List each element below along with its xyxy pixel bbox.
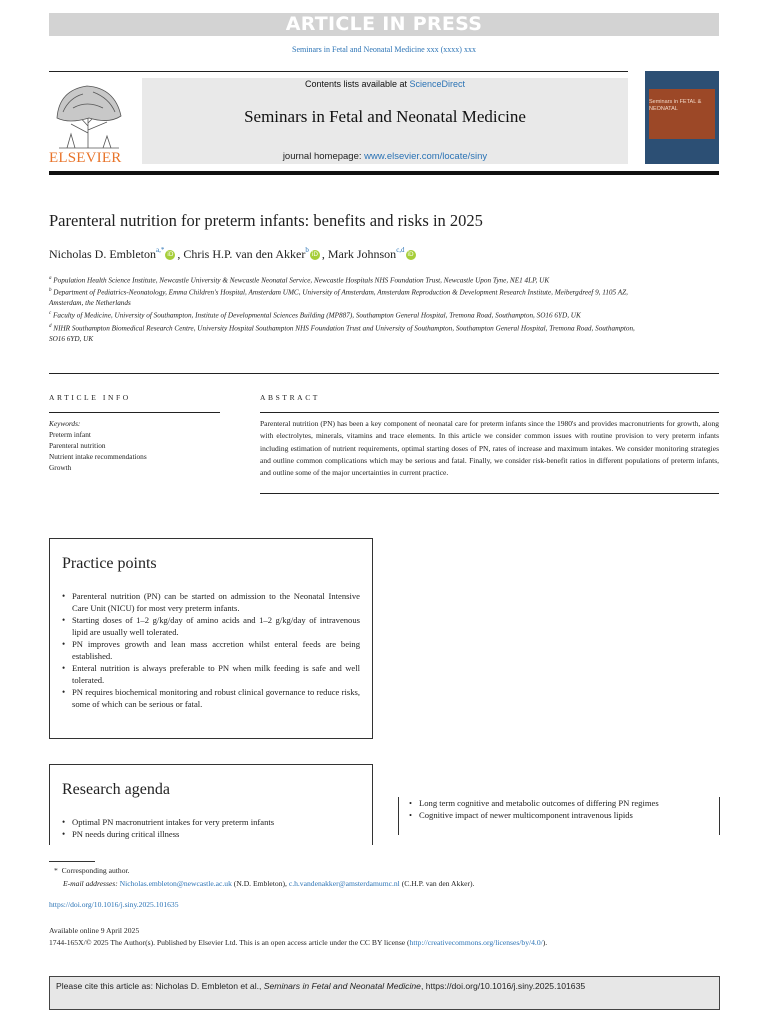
section-divider bbox=[49, 373, 719, 374]
list-item: • Parenteral nutrition (PN) can be started on admission to the Neonatal Intensive Care Unit (NICU) for most very preterm infants. bbox=[62, 590, 360, 614]
email-link-embleton[interactable]: Nicholas.embleton@newcastle.ac.uk bbox=[119, 879, 232, 888]
citation-text bbox=[56, 981, 585, 991]
keywords-label: Keywords: bbox=[49, 419, 81, 428]
keyword: Preterm infant bbox=[49, 430, 91, 439]
affil-text: Faculty of Medicine, University of Southampton, Institute of Developmental Sciences Building (MP887), Southampton General Hospital, Tremona Road, Southampton, SO16 6YD, UK bbox=[53, 311, 581, 320]
research-agenda-box bbox=[49, 764, 373, 845]
citation-box bbox=[49, 976, 720, 1010]
list-item: • Enteral nutrition is always preferable to PN when milk feeding is safe and well tolerated. bbox=[62, 662, 360, 686]
author-affil-sup[interactable]: b bbox=[305, 246, 309, 254]
license-suffix: ). bbox=[542, 937, 548, 947]
doi-link[interactable]: https://doi.org/10.1016/j.siny.2025.101635 bbox=[49, 900, 179, 909]
citation-journal: Seminars in Fetal and Neonatal Medicine bbox=[263, 981, 421, 991]
email-owner: (C.H.P. van den Akker). bbox=[399, 879, 475, 888]
research-agenda-list-continued bbox=[409, 797, 709, 821]
keyword: Parenteral nutrition bbox=[49, 441, 106, 450]
elsevier-wordmark: ELSEVIER bbox=[49, 150, 122, 166]
keyword: Growth bbox=[49, 463, 72, 472]
journal-homepage-line bbox=[142, 151, 628, 162]
corresponding-footnote bbox=[54, 866, 130, 875]
list-item: • PN improves growth and lean mass accretion whilst enteral feeds are being established. bbox=[62, 638, 360, 662]
abstract-rule bbox=[260, 412, 719, 413]
journal-title: Seminars in Fetal and Neonatal Medicine bbox=[244, 107, 526, 126]
affiliation bbox=[49, 286, 639, 308]
contents-prefix: Contents lists available at bbox=[304, 79, 410, 89]
available-online: Available online 9 April 2025 bbox=[49, 926, 140, 935]
email-footnote bbox=[63, 879, 474, 888]
affil-sup: b bbox=[49, 288, 52, 294]
author-name[interactable]: Chris H.P. van den Akker bbox=[183, 247, 306, 261]
article-info-rule bbox=[49, 412, 220, 413]
affil-sup: c bbox=[49, 311, 52, 317]
keywords-block bbox=[49, 418, 147, 473]
homepage-prefix: journal homepage: bbox=[282, 151, 365, 162]
list-item: • PN needs during critical illness bbox=[62, 828, 360, 840]
journal-homepage-link[interactable]: www.elsevier.com/locate/siny bbox=[364, 151, 488, 162]
header-bottom-rule bbox=[49, 171, 719, 175]
corresponding-text: Corresponding author. bbox=[61, 866, 130, 875]
keyword: Nutrient intake recommendations bbox=[49, 452, 147, 461]
research-agenda-title: Research agenda bbox=[62, 781, 170, 798]
footnote-star: * bbox=[54, 866, 58, 875]
practice-points-list bbox=[62, 590, 360, 710]
list-item: • Long term cognitive and metabolic outcomes of differing PN regimes bbox=[409, 797, 709, 809]
author-affil-sup[interactable]: a,* bbox=[155, 246, 165, 254]
author-name[interactable]: Nicholas D. Embleton bbox=[49, 247, 156, 261]
license-link[interactable]: http://creativecommons.org/licenses/by/4.0/ bbox=[409, 937, 543, 947]
elsevier-tree-logo bbox=[49, 78, 127, 150]
affiliation bbox=[49, 322, 639, 344]
sciencedirect-link[interactable]: ScienceDirect bbox=[409, 79, 466, 89]
author-name[interactable]: Mark Johnson bbox=[327, 247, 397, 261]
email-owner: (N.D. Embleton), bbox=[231, 879, 289, 888]
footnote-rule bbox=[49, 861, 95, 862]
abstract-bottom-rule bbox=[260, 493, 719, 494]
affiliation bbox=[49, 274, 639, 286]
practice-points-title: Practice points bbox=[62, 555, 157, 572]
orcid-icon[interactable]: iD bbox=[407, 251, 414, 259]
cover-title: Seminars in FETAL & NEONATAL bbox=[649, 99, 702, 112]
citation-prefix: Please cite this article as: Nicholas D. Embleton et al., bbox=[56, 981, 264, 991]
license-text: 1744-165X/© 2025 The Author(s). Published by Elsevier Ltd. This is an open access article under the CC BY license ( bbox=[49, 937, 410, 947]
orcid-icon[interactable]: iD bbox=[167, 251, 174, 259]
citation-suffix[interactable]: , https://doi.org/10.1016/j.siny.2025.101635 bbox=[420, 981, 586, 991]
email-link-vandenakker[interactable]: c.h.vandenakker@amsterdamumc.nl bbox=[288, 879, 400, 888]
article-info-heading: ARTICLE INFO bbox=[49, 393, 131, 402]
list-item: • Optimal PN macronutrient intakes for very preterm infants bbox=[62, 816, 360, 828]
journal-cover-image bbox=[645, 71, 719, 164]
orcid-icon[interactable]: iD bbox=[311, 251, 318, 259]
list-item: • Cognitive impact of newer multicomponent intravenous lipids bbox=[409, 809, 709, 821]
affil-sup: d bbox=[49, 323, 52, 329]
cover-band bbox=[649, 89, 715, 139]
affil-text: NIHR Southampton Biomedical Research Centre, University Hospital Southampton NHS Foundation Trust and University of Southampton, Southampton General Hospital, Tremona Road, Southampton, SO16 6YD, UK bbox=[49, 324, 635, 343]
research-agenda-continued bbox=[398, 797, 720, 835]
list-item: • Starting doses of 1–2 g/kg/day of amino acids and 1–2 g/kg/day of intravenous lipid are usually well tolerated. bbox=[62, 614, 360, 638]
author-list: Nicholas D. Embleton$^{a,*}$iD , Chris H.P. van den Akker$^b$iD , Mark Johnson$^{c,d}$iD bbox=[49, 246, 414, 261]
author-affil-sup[interactable]: c,d bbox=[396, 246, 405, 254]
list-item: • PN requires biochemical monitoring and robust clinical governance to reduce risks, some of which can be serious or fatal. bbox=[62, 686, 360, 710]
affil-sup: a bbox=[49, 276, 52, 281]
affiliation bbox=[49, 309, 639, 321]
abstract-heading: ABSTRACT bbox=[260, 393, 320, 402]
affil-text: Population Health Science Institute, Newcastle University & Newcastle Neonatal Service, Newcastle Hospitals NHS Foundation Trust, Newcastle Upon Tyne, NE1 4LP, UK bbox=[53, 276, 550, 285]
article-title: Parenteral nutrition for preterm infants: benefits and risks in 2025 bbox=[49, 211, 483, 230]
affil-text: Department of Pediatrics-Neonatology, Emma Children's Hospital, Amsterdam UMC, University of Amsterdam, Amsterdam Reproduction & Development Research Institute, Meibergdreef 9, 1105 AZ, Amsterdam, the Netherlands bbox=[49, 288, 628, 308]
availability-block bbox=[49, 925, 547, 948]
practice-points-box bbox=[49, 538, 373, 739]
header-top-rule bbox=[49, 71, 628, 72]
license-line bbox=[49, 937, 547, 949]
contents-line bbox=[142, 79, 628, 89]
article-in-press-banner: ARTICLE IN PRESS bbox=[49, 13, 719, 36]
journal-reference[interactable]: Seminars in Fetal and Neonatal Medicine xxx (xxxx) xxx bbox=[292, 45, 476, 54]
email-label: E-mail addresses: bbox=[63, 879, 118, 888]
affiliations bbox=[49, 274, 639, 345]
abstract-text: Parenteral nutrition (PN) has been a key component of neonatal care for preterm infants since the 1980's and provides macronutrients for growth, along with electrolytes, minerals, vitamins and trace elements. In this article we consider common issues with routine provision to very preterm infants including estimation of nutrient requirements, optimal starting doses of PN, rates of increase and maximum intakes. We consider monitoring strategies and outline common complications which may be serious and fatal. Finally, we consider risk-benefit ratios in different populations of preterm infants, and outline some of the major uncertainties in current practice. bbox=[260, 419, 719, 478]
research-agenda-list bbox=[62, 816, 360, 840]
